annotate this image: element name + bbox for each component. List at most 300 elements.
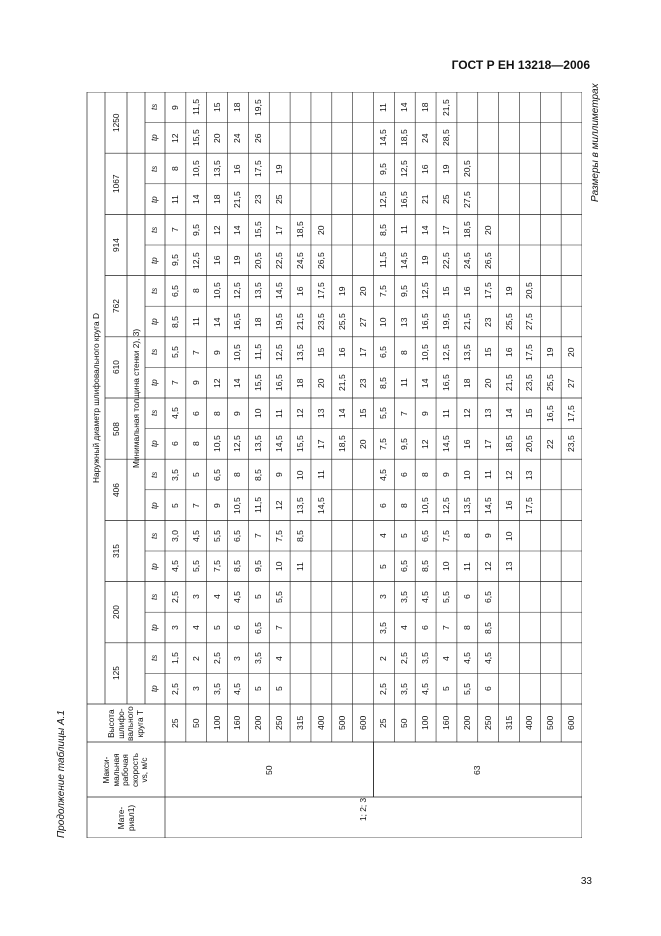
wall-thickness-value: 23: [482, 316, 493, 327]
wall-thickness-value: 4,5: [420, 682, 431, 695]
ts-label: ts: [150, 471, 159, 478]
wall-thickness-value: 10: [378, 316, 389, 327]
wall-thickness-value: 19,5: [274, 313, 285, 330]
wall-thickness-value: 6,5: [420, 529, 431, 542]
wall-thickness-value: 9: [440, 472, 451, 477]
wall-thickness-value: 7: [399, 411, 410, 416]
wall-thickness-value: 10: [440, 561, 451, 572]
wall-thickness-value: 10,5: [420, 343, 431, 361]
tp-label: tp: [150, 379, 159, 387]
units-note: Размеры в миллиметрах: [590, 83, 601, 202]
wall-thickness-value: 5,5: [190, 560, 201, 573]
wall-thickness-value: 15,5: [253, 221, 264, 239]
wall-thickness-value: 16: [461, 286, 472, 296]
wall-thickness-value: 20: [211, 133, 222, 143]
wall-thickness-value: 12,5: [378, 190, 389, 208]
wall-thickness-value: 9: [169, 105, 180, 110]
ts-label: ts: [150, 104, 159, 111]
wall-thickness-value: 17,5: [315, 282, 326, 300]
wall-thickness-value: 19: [420, 255, 431, 266]
height-value: 400: [524, 715, 535, 730]
wall-thickness-value: 5: [274, 686, 285, 692]
wall-thickness-value: 16: [461, 439, 472, 449]
wall-thickness-value: 6,5: [253, 621, 264, 634]
wall-thickness-value: 3: [190, 594, 201, 600]
wall-thickness-value: 22: [545, 439, 556, 449]
table-a1: [65, 92, 582, 838]
wall-thickness-value: 25: [274, 194, 285, 205]
wall-thickness-value: 7,5: [440, 529, 451, 542]
wall-thickness-value: 11,5: [253, 497, 264, 514]
wall-thickness-value: 18,5: [336, 435, 347, 453]
wall-thickness-value: 4: [190, 625, 201, 630]
wall-thickness-value: 5: [190, 472, 201, 477]
wall-thickness-value: 6: [169, 441, 180, 447]
ts-label: ts: [150, 348, 159, 356]
wall-thickness-value: 13,5: [253, 435, 264, 453]
wall-thickness-value: 9: [232, 411, 243, 416]
wall-thickness-value: 4,5: [169, 560, 180, 573]
wall-thickness-value: 4,5: [169, 407, 180, 420]
wall-thickness-value: 18: [211, 194, 222, 205]
wall-thickness-value: 21,5: [295, 313, 306, 330]
wall-thickness-value: 15: [524, 408, 535, 419]
wall-thickness-value: 12: [274, 500, 285, 511]
wall-thickness-value: 21,5: [503, 374, 514, 392]
wall-thickness-value: 27: [566, 378, 577, 388]
height-value: 500: [545, 715, 556, 730]
wall-thickness-value: 8,5: [232, 560, 243, 573]
tp-label: tp: [150, 318, 159, 325]
wall-thickness-value: 12: [461, 408, 472, 419]
height-value: 100: [211, 715, 222, 730]
height-value: 500: [336, 715, 347, 730]
wall-thickness-value: 19: [232, 255, 243, 266]
wall-thickness-value: 8,5: [295, 529, 306, 542]
table-continuation-title: Продолжение таблицы А.1: [56, 710, 67, 838]
wall-thickness-value: 5,5: [440, 590, 451, 603]
wall-thickness-value: 11,5: [378, 252, 389, 269]
wall-thickness-value: 12,5: [232, 282, 243, 300]
wall-thickness-value: 18,5: [461, 221, 472, 239]
wall-thickness-value: 16: [336, 347, 347, 358]
tp-label: tp: [150, 440, 159, 448]
wall-thickness-value: 4,5: [232, 682, 243, 695]
wall-thickness-value: 19: [545, 347, 556, 358]
wall-thickness-value: 17: [440, 225, 451, 235]
wall-thickness-value: 8: [190, 288, 201, 294]
wall-thickness-value: 18,5: [295, 221, 306, 239]
ts-label: ts: [150, 532, 159, 539]
wall-thickness-value: 4: [440, 655, 451, 661]
wall-thickness-value: 9: [420, 411, 431, 416]
wall-thickness-value: 4,5: [420, 590, 431, 603]
wall-thickness-value: 13: [524, 469, 535, 480]
wall-thickness-value: 8,5: [420, 560, 431, 573]
wall-thickness-value: 8,5: [253, 468, 264, 481]
wall-thickness-value: 12,5: [190, 252, 201, 269]
wall-thickness-value: 23,5: [524, 374, 535, 392]
wall-thickness-value: 12: [482, 561, 493, 572]
wall-thickness-value: 24: [232, 133, 243, 143]
wall-thickness-value: 18,5: [399, 129, 410, 147]
wall-thickness-value: 14,5: [274, 435, 285, 453]
wall-thickness-value: 20: [357, 286, 368, 296]
wall-thickness-value: 13: [503, 561, 514, 572]
wall-thickness-value: 20: [482, 378, 493, 388]
wall-thickness-value: 8: [190, 441, 201, 447]
wall-thickness-value: 11: [482, 470, 493, 479]
wall-thickness-value: 25: [440, 194, 451, 205]
wall-thickness-value: 5,5: [274, 590, 285, 603]
page-number: 33: [580, 876, 592, 887]
wall-thickness-value: 9: [482, 533, 493, 539]
wall-thickness-value: 18: [420, 102, 431, 113]
wall-thickness-value: 12: [169, 133, 180, 143]
wall-thickness-value: 3,5: [169, 468, 180, 481]
wall-thickness-value: 14: [232, 225, 243, 235]
wall-thickness-value: 9: [211, 349, 222, 355]
wall-thickness-value: 9,5: [190, 223, 201, 236]
wall-thickness-value: 3: [190, 686, 201, 692]
wall-thickness-value: 7,5: [378, 284, 389, 297]
height-value: 50: [399, 718, 410, 728]
wall-thickness-value: 7: [274, 625, 285, 630]
height-value: 315: [503, 715, 514, 730]
wall-thickness-value: 20,5: [524, 282, 535, 300]
wall-thickness-value: 14: [336, 408, 347, 419]
wall-thickness-value: 12,5: [232, 435, 243, 453]
height-value: 250: [482, 715, 493, 730]
wall-thickness-value: 14,5: [482, 496, 493, 514]
header-outer-diameter: Наружный диаметр шлифовального круга D: [91, 313, 101, 483]
wall-thickness-value: 4,5: [190, 529, 201, 542]
wall-thickness-value: 12: [503, 469, 514, 480]
wall-thickness-value: 9,5: [253, 560, 264, 573]
wall-thickness-value: 3: [378, 594, 389, 600]
wall-thickness-value: 10,5: [232, 343, 243, 361]
wall-thickness-value: 13: [399, 316, 410, 327]
wall-thickness-value: 4,5: [482, 652, 493, 665]
wall-thickness-value: 27,5: [461, 190, 472, 208]
wall-thickness-value: 21,5: [336, 374, 347, 392]
wall-thickness-value: 15: [211, 102, 222, 113]
wall-thickness-value: 7,5: [211, 560, 222, 573]
wall-thickness-value: 11,5: [190, 99, 201, 116]
wall-thickness-value: 14: [420, 378, 431, 388]
wall-thickness-value: 14: [211, 316, 222, 327]
wall-thickness-value: 11,5: [253, 344, 264, 361]
wall-thickness-value: 20: [315, 378, 326, 388]
wall-thickness-value: 6,5: [169, 284, 180, 297]
wall-thickness-value: 27: [357, 316, 368, 327]
wall-thickness-value: 5,5: [169, 346, 180, 359]
wall-thickness-value: 4,5: [461, 652, 472, 665]
wall-thickness-value: 1,5: [169, 652, 180, 665]
tp-label: tp: [150, 195, 159, 203]
wall-thickness-value: 10,5: [232, 496, 243, 514]
wall-thickness-value: 14,5: [378, 129, 389, 147]
wall-thickness-value: 16: [232, 163, 243, 174]
height-value: 600: [566, 715, 577, 730]
wall-thickness-value: 10: [253, 408, 264, 419]
wall-thickness-value: 25,5: [336, 313, 347, 330]
wall-thickness-value: 15,5: [295, 435, 306, 453]
wall-thickness-value: 6: [399, 472, 410, 477]
wall-thickness-value: 8,5: [169, 315, 180, 328]
wall-thickness-value: 8: [169, 166, 180, 171]
wall-thickness-value: 12: [295, 408, 306, 419]
wall-thickness-value: 23: [357, 378, 368, 388]
diameter-label: 508: [111, 421, 121, 436]
wall-thickness-value: 16,5: [545, 405, 556, 422]
diameter-label: 1250: [111, 113, 121, 132]
diameter-label: 1067: [111, 174, 121, 193]
wall-thickness-value: 9: [211, 502, 222, 508]
wall-thickness-value: 6,5: [211, 468, 222, 481]
header-height: Высота шлифо- вального круга T: [106, 705, 145, 741]
wall-thickness-value: 16,5: [420, 313, 431, 330]
diameter-label: 200: [111, 605, 121, 620]
wall-thickness-value: 13: [482, 408, 493, 419]
wall-thickness-value: 12,5: [399, 160, 410, 177]
wall-thickness-value: 16,5: [274, 374, 285, 392]
wall-thickness-value: 15: [482, 347, 493, 358]
wall-thickness-value: 3: [232, 655, 243, 661]
wall-thickness-value: 17,5: [566, 405, 577, 422]
wall-thickness-value: 11: [295, 561, 306, 571]
diameter-label: 914: [111, 238, 121, 252]
wall-thickness-value: 13,5: [211, 160, 222, 177]
wall-thickness-value: 3: [169, 625, 180, 630]
height-value: 160: [440, 715, 451, 730]
wall-thickness-value: 10: [295, 469, 306, 480]
wall-thickness-value: 13,5: [253, 282, 264, 300]
wall-thickness-value: 23,5: [566, 435, 577, 453]
wall-thickness-value: 5: [440, 686, 451, 692]
wall-thickness-value: 2: [378, 655, 389, 661]
wall-thickness-value: 24,5: [295, 252, 306, 269]
wall-thickness-value: 9: [190, 380, 201, 386]
header-min-wall: Минимальная толщина стенки 2), 3): [131, 328, 141, 468]
wall-thickness-value: 11: [190, 317, 201, 326]
wall-thickness-value: 5: [253, 686, 264, 692]
wall-thickness-value: 5: [253, 594, 264, 600]
wall-thickness-value: 19: [336, 286, 347, 296]
wall-thickness-value: 4,5: [232, 590, 243, 603]
wall-thickness-value: 10,5: [190, 160, 201, 177]
height-value: 50: [190, 718, 201, 728]
ts-label: ts: [150, 226, 159, 233]
height-value: 25: [378, 718, 389, 728]
wall-thickness-value: 27,5: [524, 313, 535, 330]
height-value: 315: [295, 715, 306, 730]
wall-thickness-value: 20: [357, 439, 368, 449]
wall-thickness-value: 11: [399, 225, 410, 235]
wall-thickness-value: 20: [315, 225, 326, 235]
diameter-label: 125: [111, 666, 121, 681]
wall-thickness-value: 17: [482, 439, 493, 449]
tp-label: tp: [150, 685, 159, 693]
speed-value: 50: [263, 764, 274, 775]
speed-value: 63: [472, 764, 483, 775]
header-max-speed: Макси- мальная рабочая скорость vs, м/с: [101, 752, 150, 787]
wall-thickness-value: 14,5: [274, 282, 285, 300]
wall-thickness-value: 11: [440, 408, 451, 418]
wall-thickness-value: 8: [211, 411, 222, 416]
wall-thickness-value: 23,5: [315, 313, 326, 330]
tp-label: tp: [150, 501, 159, 509]
wall-thickness-value: 26: [253, 133, 264, 143]
wall-thickness-value: 16: [420, 163, 431, 174]
wall-thickness-value: 15: [315, 347, 326, 358]
wall-thickness-value: 25,5: [503, 313, 514, 330]
wall-thickness-value: 8: [399, 349, 410, 355]
wall-thickness-value: 6: [482, 686, 493, 692]
diameter-label: 406: [111, 482, 121, 497]
wall-thickness-value: 6,5: [232, 529, 243, 542]
wall-thickness-value: 6: [190, 411, 201, 416]
wall-thickness-value: 5: [211, 625, 222, 630]
wall-thickness-value: 3,0: [169, 529, 180, 542]
wall-thickness-value: 10: [274, 561, 285, 572]
wall-thickness-value: 20,5: [524, 435, 535, 453]
wall-thickness-value: 8: [461, 625, 472, 630]
wall-thickness-value: 20,5: [461, 160, 472, 177]
wall-thickness-value: 7: [190, 349, 201, 355]
wall-thickness-value: 3,5: [378, 621, 389, 634]
wall-thickness-value: 19: [503, 286, 514, 296]
wall-thickness-value: 2: [190, 655, 201, 661]
wall-thickness-value: 7: [169, 380, 180, 386]
wall-thickness-value: 13,5: [461, 343, 472, 361]
wall-thickness-value: 14: [190, 194, 201, 205]
height-value: 160: [232, 715, 243, 730]
wall-thickness-value: 14: [399, 102, 410, 113]
wall-thickness-value: 22,5: [440, 252, 451, 269]
wall-thickness-value: 20: [566, 347, 577, 358]
wall-thickness-value: 16,5: [232, 313, 243, 330]
wall-thickness-value: 11: [315, 470, 326, 479]
wall-thickness-value: 12: [211, 225, 222, 235]
wall-thickness-value: 11: [169, 194, 180, 204]
wall-thickness-value: 18: [232, 102, 243, 113]
wall-thickness-value: 12,5: [440, 496, 451, 514]
height-value: 400: [315, 715, 326, 730]
wall-thickness-value: 12,5: [420, 282, 431, 300]
wall-thickness-value: 19,5: [440, 313, 451, 330]
wall-thickness-value: 12: [211, 378, 222, 388]
wall-thickness-value: 7: [440, 625, 451, 630]
wall-thickness-value: 15: [440, 286, 451, 296]
ts-label: ts: [150, 287, 159, 294]
diameter-label: 610: [111, 360, 121, 375]
wall-thickness-value: 23: [253, 194, 264, 205]
height-value: 100: [420, 715, 431, 730]
wall-thickness-value: 26,5: [482, 252, 493, 269]
wall-thickness-value: 16: [503, 500, 514, 511]
wall-thickness-value: 18,5: [503, 435, 514, 453]
tp-label: tp: [150, 257, 159, 264]
wall-thickness-value: 14: [232, 378, 243, 388]
wall-thickness-value: 2,5: [378, 682, 389, 695]
wall-thickness-value: 13,5: [295, 343, 306, 361]
wall-thickness-value: 7: [190, 502, 201, 508]
ts-label: ts: [150, 593, 159, 600]
wall-thickness-value: 7: [253, 533, 264, 539]
wall-thickness-value: 9,5: [169, 254, 180, 267]
tp-label: tp: [150, 134, 159, 142]
wall-thickness-value: 20: [482, 225, 493, 235]
wall-thickness-value: 6: [420, 625, 431, 630]
wall-thickness-value: 10,5: [211, 435, 222, 453]
wall-thickness-value: 3,5: [420, 652, 431, 665]
wall-thickness-value: 7: [169, 227, 180, 233]
wall-thickness-value: 3,5: [211, 682, 222, 695]
wall-thickness-value: 5: [169, 502, 180, 508]
wall-thickness-value: 14: [420, 225, 431, 235]
wall-thickness-value: 3,5: [253, 652, 264, 665]
wall-thickness-value: 17: [315, 439, 326, 449]
wall-thickness-value: 8: [461, 533, 472, 539]
wall-thickness-value: 10: [503, 531, 514, 541]
standard-number: ГОСТ Р ЕН 13218—2006: [451, 58, 590, 72]
wall-thickness-value: 19,5: [253, 99, 264, 116]
wall-thickness-value: 24,5: [461, 252, 472, 269]
wall-thickness-value: 2,5: [169, 590, 180, 603]
wall-thickness-value: 8,5: [378, 376, 389, 389]
wall-thickness-value: 3,5: [399, 682, 410, 695]
wall-thickness-value: 14,5: [440, 435, 451, 453]
wall-thickness-value: 21,5: [461, 313, 472, 330]
wall-thickness-value: 26,5: [315, 252, 326, 269]
ts-label: ts: [150, 165, 159, 172]
wall-thickness-value: 9,5: [378, 162, 389, 175]
wall-thickness-value: 14,5: [315, 496, 326, 514]
wall-thickness-value: 13: [315, 408, 326, 419]
wall-thickness-value: 8,5: [482, 621, 493, 634]
height-value: 25: [169, 718, 180, 728]
wall-thickness-value: 4: [211, 594, 222, 600]
diameter-label: 762: [111, 299, 121, 314]
wall-thickness-value: 11: [399, 378, 410, 388]
height-value: 200: [253, 715, 264, 730]
wall-thickness-value: 12,5: [440, 343, 451, 361]
wall-thickness-value: 13,5: [295, 496, 306, 514]
wall-thickness-value: 19: [440, 163, 451, 174]
wall-thickness-value: 22,5: [274, 252, 285, 269]
wall-thickness-value: 8: [399, 502, 410, 508]
wall-thickness-value: 16,5: [399, 190, 410, 208]
wall-thickness-value: 7,5: [378, 437, 389, 450]
wall-thickness-value: 24: [420, 133, 431, 143]
wall-thickness-value: 21,5: [232, 190, 243, 208]
wall-thickness-value: 4: [274, 655, 285, 661]
wall-thickness-value: 18: [461, 378, 472, 388]
wall-thickness-value: 21: [420, 194, 431, 205]
wall-thickness-value: 19: [274, 163, 285, 174]
wall-thickness-value: 14,5: [399, 252, 410, 269]
wall-thickness-value: 10,5: [420, 496, 431, 514]
wall-thickness-value: 11: [378, 102, 389, 112]
wall-thickness-value: 15: [357, 408, 368, 419]
wall-thickness-value: 5,5: [461, 682, 472, 695]
wall-thickness-value: 5: [378, 564, 389, 569]
wall-thickness-value: 17: [274, 225, 285, 235]
wall-thickness-value: 8,5: [378, 223, 389, 236]
wall-thickness-value: 17,5: [253, 160, 264, 177]
wall-thickness-value: 14: [503, 408, 514, 419]
